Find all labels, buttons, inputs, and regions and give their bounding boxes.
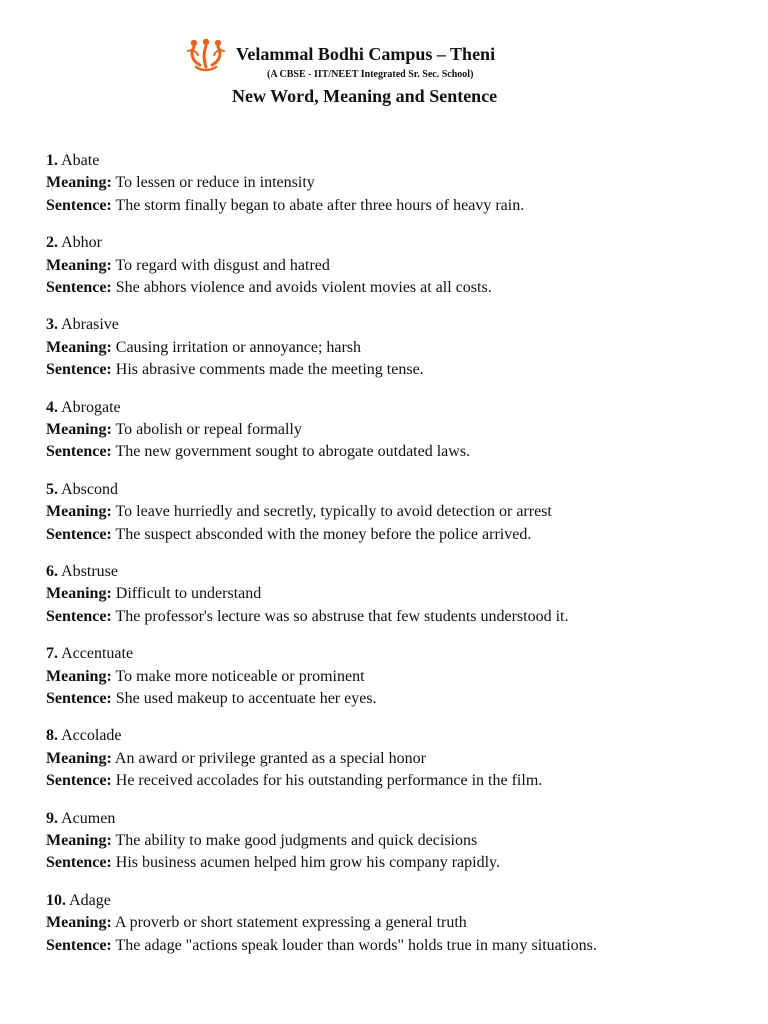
entry-heading — [46, 232, 746, 254]
entry-number: 6. — [46, 562, 58, 580]
entry-meaning: To regard with disgust and hatred — [115, 256, 330, 274]
document-title: New Word, Meaning and Sentence — [232, 86, 498, 106]
entry-number: 1. — [46, 152, 58, 169]
word-entry — [46, 314, 746, 396]
entry-meaning: To lessen or reduce in intensity — [115, 174, 315, 192]
entry-sentence: The suspect absconded with the money before the police arrived. — [115, 525, 532, 543]
meaning-label: Meaning: — [46, 667, 112, 685]
entry-sentence: The professor's lecture was so abstruse that few students understood it. — [115, 607, 569, 625]
school-subtitle: (A CBSE - IIT/NEET Integrated Sr. Sec. School) — [267, 69, 474, 80]
meaning-label: Meaning: — [46, 831, 112, 849]
entry-sentence: The storm finally began to abate after three hours of heavy rain. — [115, 196, 525, 214]
entry-sentence-line — [46, 852, 746, 874]
entry-heading — [46, 725, 746, 747]
entry-word: Adage — [69, 891, 111, 909]
entry-sentence-line — [46, 935, 746, 957]
entry-meaning-line — [46, 666, 746, 688]
entry-sentence-line — [46, 195, 746, 217]
sentence-label: Sentence: — [46, 279, 112, 296]
meaning-label: Meaning: — [46, 420, 112, 438]
entry-word: Acumen — [61, 809, 116, 827]
entry-sentence-line — [46, 277, 746, 299]
entry-number: 8. — [46, 727, 58, 745]
entry-sentence-line — [46, 524, 746, 546]
entry-meaning: To abolish or repeal formally — [115, 420, 302, 438]
entry-meaning: To make more noticeable or prominent — [115, 667, 365, 685]
entry-word: Abstruse — [61, 562, 119, 580]
entry-meaning-line — [46, 255, 746, 277]
entry-word: Accolade — [61, 727, 122, 745]
entry-sentence-line — [46, 441, 746, 463]
entry-meaning-line — [46, 912, 746, 934]
meaning-label: Meaning: — [46, 749, 112, 767]
entry-number: 5. — [46, 480, 58, 498]
word-entry — [46, 725, 746, 807]
sentence-label: Sentence: — [46, 689, 112, 707]
entry-meaning-line — [46, 748, 746, 770]
entry-word: Abscond — [61, 480, 119, 498]
entry-heading — [46, 397, 746, 419]
word-entry — [46, 643, 746, 725]
sentence-label: Sentence: — [46, 196, 112, 214]
entry-word: Abrogate — [61, 398, 121, 416]
entry-sentence: The new government sought to abrogate outdated laws. — [115, 443, 471, 461]
entry-sentence-line — [46, 688, 746, 710]
word-entry — [46, 808, 746, 890]
entry-meaning: An award or privilege granted as a special honor — [114, 749, 426, 767]
school-logo-icon — [186, 37, 226, 73]
entry-number: 2. — [46, 234, 58, 252]
entry-heading — [46, 150, 746, 172]
entry-word: Accentuate — [61, 645, 134, 663]
sentence-label: Sentence: — [46, 607, 112, 625]
entry-number: 7. — [46, 645, 58, 663]
entry-heading — [46, 808, 746, 830]
sentence-label: Sentence: — [46, 443, 112, 461]
entry-sentence: His business acumen helped him grow his company rapidly. — [115, 854, 500, 872]
school-name: Velammal Bodhi Campus – Theni — [236, 44, 496, 64]
entry-meaning-line — [46, 583, 746, 605]
entry-meaning: The ability to make good judgments and quick decisions — [115, 831, 478, 849]
entry-word: Abate — [61, 152, 100, 169]
meaning-label: Meaning: — [46, 174, 112, 192]
entry-sentence-line — [46, 606, 746, 628]
entry-word: Abrasive — [61, 316, 119, 334]
entry-sentence: His abrasive comments made the meeting tense. — [115, 361, 424, 379]
entry-heading — [46, 561, 746, 583]
entry-heading — [46, 314, 746, 336]
word-entry — [46, 479, 746, 561]
document-header — [0, 0, 768, 120]
meaning-label: Meaning: — [46, 503, 112, 521]
meaning-label: Meaning: — [46, 914, 112, 932]
sentence-label: Sentence: — [46, 525, 112, 543]
word-list — [46, 150, 746, 972]
entry-sentence-line — [46, 770, 746, 792]
entry-number: 9. — [46, 809, 58, 827]
entry-number: 10. — [46, 891, 66, 909]
entry-meaning-line — [46, 337, 746, 359]
meaning-label: Meaning: — [46, 256, 112, 274]
meaning-label: Meaning: — [46, 585, 112, 603]
entry-meaning-line — [46, 501, 746, 523]
entry-meaning-line — [46, 419, 746, 441]
sentence-label: Sentence: — [46, 936, 112, 954]
entry-sentence: She abhors violence and avoids violent movies at all costs. — [115, 279, 492, 296]
entry-sentence: The adage "actions speak louder than words" holds true in many situations. — [115, 936, 597, 954]
entry-meaning: A proverb or short statement expressing a general truth — [114, 914, 467, 932]
word-entry — [46, 397, 746, 479]
entry-meaning-line — [46, 830, 746, 852]
word-entry — [46, 150, 746, 232]
word-entry — [46, 890, 746, 972]
entry-heading — [46, 890, 746, 912]
entry-meaning: To leave hurriedly and secretly, typically to avoid detection or arrest — [115, 503, 552, 521]
entry-number: 3. — [46, 316, 58, 334]
meaning-label: Meaning: — [46, 338, 112, 356]
entry-sentence-line — [46, 359, 746, 381]
sentence-label: Sentence: — [46, 772, 112, 790]
sentence-label: Sentence: — [46, 361, 112, 379]
entry-sentence: She used makeup to accentuate her eyes. — [115, 689, 377, 707]
entry-word: Abhor — [61, 234, 103, 252]
entry-heading — [46, 643, 746, 665]
entry-number: 4. — [46, 398, 58, 416]
entry-meaning: Difficult to understand — [115, 585, 262, 603]
word-entry — [46, 561, 746, 643]
entry-sentence: He received accolades for his outstanding performance in the film. — [115, 772, 543, 790]
entry-heading — [46, 479, 746, 501]
word-entry — [46, 232, 746, 314]
entry-meaning: Causing irritation or annoyance; harsh — [115, 338, 362, 356]
sentence-label: Sentence: — [46, 854, 112, 872]
entry-meaning-line — [46, 172, 746, 194]
